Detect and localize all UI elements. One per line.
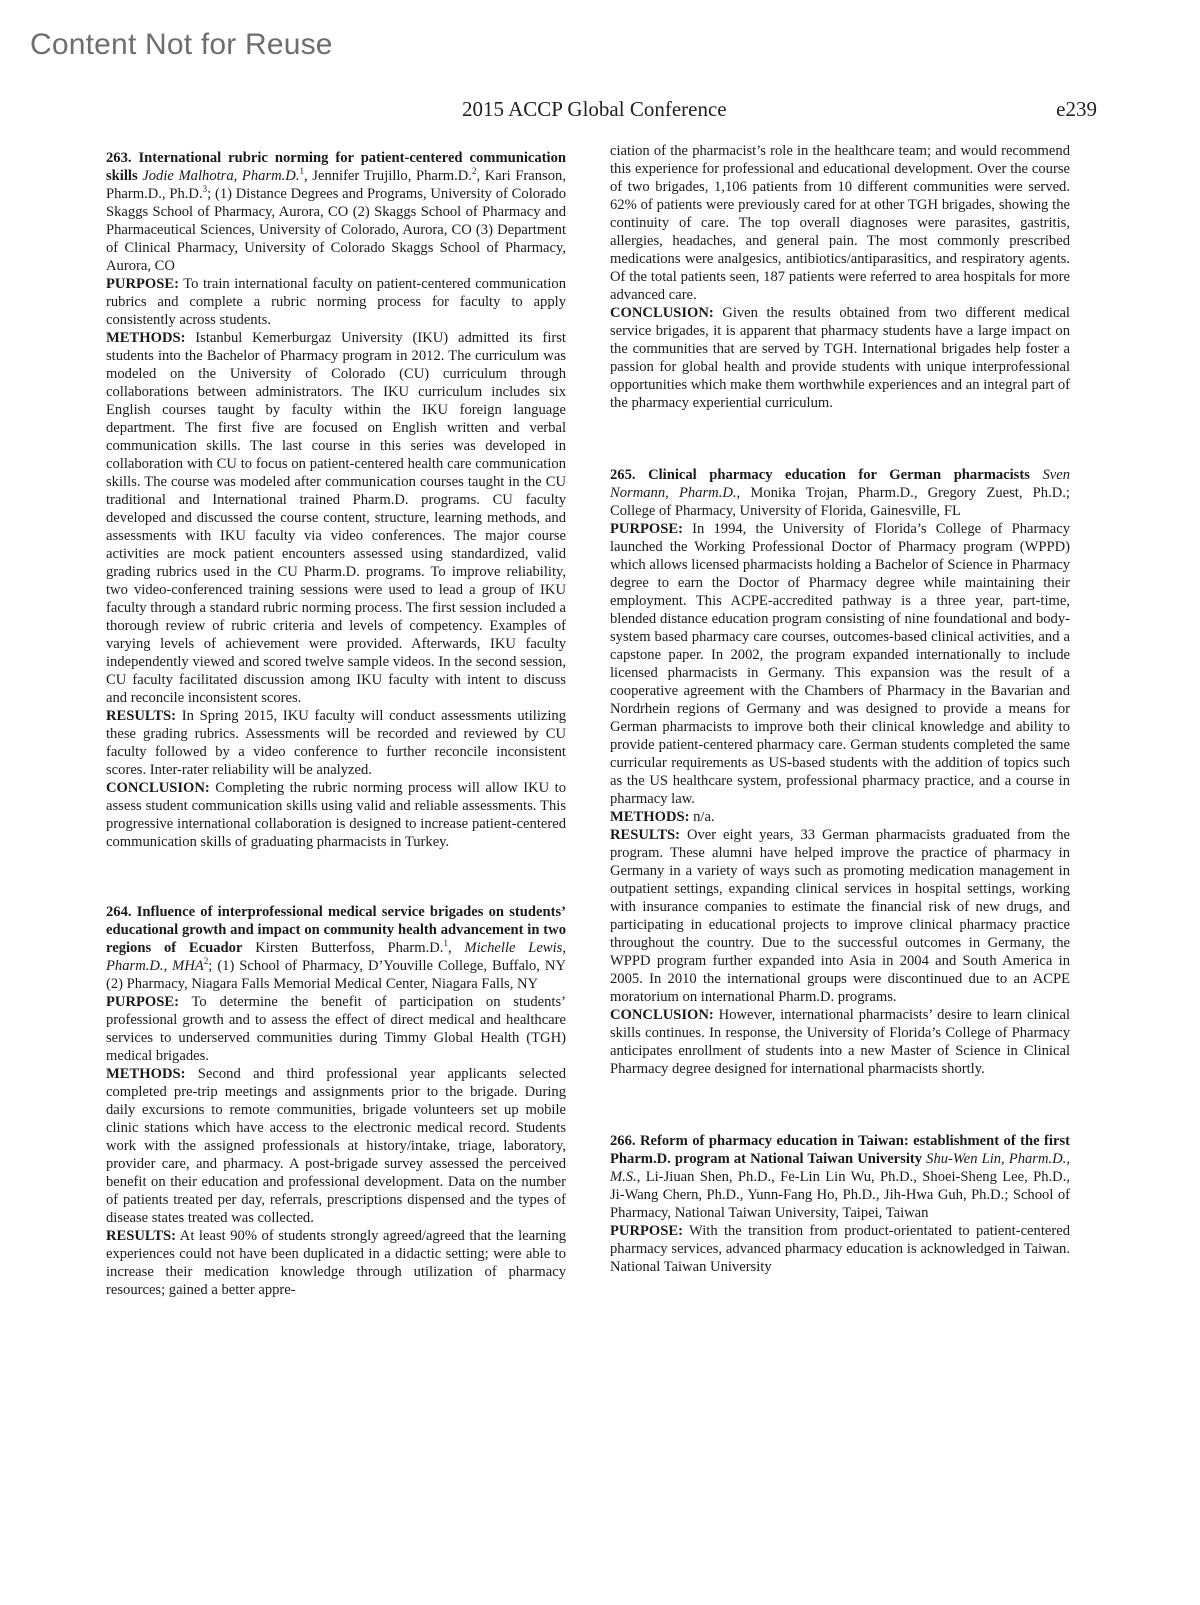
methods-label: METHODS:	[106, 1066, 186, 1082]
abstract-264	[106, 903, 566, 1299]
affiliation-marker: 2	[471, 166, 477, 177]
abstract-266	[610, 1132, 1070, 1276]
conclusion-label: CONCLUSION:	[106, 780, 210, 796]
methods-paragraph	[106, 1065, 566, 1227]
results-text: At least 90% of students strongly agreed/agreed that the learning experiences could not have been duplicated in a didactic setting; were able to increase their medication knowledge through utilization of pharmacy resources; gained a better appre-	[106, 1228, 566, 1298]
author-separator: ,	[447, 940, 465, 956]
affiliation-marker: 2	[203, 956, 209, 967]
results-label: RESULTS:	[610, 827, 681, 843]
abstract-spacer	[610, 412, 1070, 466]
watermark: Content Not for Reuse	[30, 28, 333, 61]
methods-paragraph	[106, 329, 566, 707]
affiliations: ; (1) School of Pharmacy, D’Youville College, Buffalo, NY (2) Pharmacy, Niagara Falls Memorial Medical Center, Niagara Falls, NY	[106, 958, 566, 992]
methods-label: METHODS:	[610, 809, 690, 825]
abstract-heading	[106, 149, 566, 275]
abstract-264-continued	[610, 142, 1070, 412]
abstract-heading	[106, 903, 566, 993]
purpose-paragraph	[610, 1222, 1070, 1276]
methods-text: Second and third professional year applicants selected completed pre-trip meetings and assignments prior to the brigade. During daily excursions to remote communities, brigade volunteers set up mobile clinic stations which have access to the electronic medical record. Students work with the assigned professionals at history/intake, triage, laboratory, provider care, and pharmacy. A post-brigade survey assessed the perceived benefit on their education and professional development. Data on the number of patients treated per day, referrals, prescriptions dispensed and the types of disease states treated was collected.	[106, 1066, 566, 1226]
methods-paragraph	[610, 808, 1070, 826]
coauthors-affiliations: , Monika Trojan, Pharm.D., Gregory Zuest, Ph.D.; College of Pharmacy, University of Florida, Gainesville, FL	[610, 485, 1070, 519]
conclusion-paragraph	[610, 1006, 1070, 1078]
presenting-author: Jodie Malhotra, Pharm.D.	[142, 168, 300, 184]
page-number: e239	[1056, 97, 1097, 121]
coauthors: , Kari Franson, Pharm.D., Ph.D.	[106, 168, 566, 202]
purpose-paragraph	[106, 993, 566, 1065]
affiliation-marker: 1	[299, 166, 304, 177]
right-column	[610, 142, 1070, 1276]
conclusion-label: CONCLUSION:	[610, 1007, 714, 1023]
results-label: RESULTS:	[106, 708, 177, 724]
coauthors: Kirsten Butterfoss, Pharm.D.	[242, 940, 444, 956]
results-paragraph	[106, 707, 566, 779]
purpose-label: PURPOSE:	[106, 994, 179, 1010]
results-text: Over eight years, 33 German pharmacists graduated from the program. These alumni have helped improve the practice of pharmacy in Germany in a variety of ways such as promoting medication management in outpatient settings, expanding clinical services in hospital settings, working with insurance companies to estimate the financial risk of new drugs, and participating in educational projects to improve clinical pharmacy practice throughout the country. Due to the successful outcomes in Germany, the WPPD program further expanded into Asia in 2004 and South America in 2005. In 2010 the international groups were discontinued due to an ACPE moratorium on international Pharm.D. programs.	[610, 827, 1070, 1005]
presenting-author: Sven Normann, Pharm.D.	[610, 467, 1070, 501]
abstract-title: 266. Reform of pharmacy education in Taiwan: establishment of the first Pharm.D. program at National Taiwan University	[610, 1133, 1070, 1167]
purpose-paragraph	[106, 275, 566, 329]
purpose-label: PURPOSE:	[610, 521, 683, 537]
results-paragraph	[610, 826, 1070, 1006]
conclusion-text: However, international pharmacists’ desire to learn clinical skills continues. In response, the University of Florida’s College of Pharmacy anticipates enrollment of students into a new Master of Science in Clinical Pharmacy degree designed for international pharmacists shortly.	[610, 1007, 1070, 1077]
purpose-text: To determine the benefit of participation on students’ professional growth and to assess the effect of direct medical and healthcare services to underserved communities during Timmy Global Health (TGH) medical brigades.	[106, 994, 566, 1064]
purpose-text: With the transition from product-orientated to patient-centered pharmacy services, advanced pharmacy education is acknowledged in Taiwan. National Taiwan University	[610, 1223, 1070, 1275]
coauthors: , Jennifer Trujillo, Pharm.D.	[304, 168, 472, 184]
affiliation-marker: 1	[443, 938, 448, 949]
results-label: RESULTS:	[106, 1228, 177, 1244]
abstract-263	[106, 149, 566, 851]
affiliations: ; (1) Distance Degrees and Programs, University of Colorado Skaggs School of Pharmacy, Aurora, CO (2) Skaggs School of Pharmacy and Pharmaceutical Sciences, University of Colorado, Aurora, CO (3) Department of Clinical Pharmacy, University of Colorado Skaggs School of Pharmacy, Aurora, CO	[106, 186, 566, 274]
purpose-text: To train international faculty on patient-centered communication rubrics and complete a rubric norming process for faculty to apply consistently across students.	[106, 276, 566, 328]
purpose-label: PURPOSE:	[106, 276, 179, 292]
results-continued: ciation of the pharmacist’s role in the healthcare team; and would recommend this experience for professional and educational development. Over the course of two brigades, 1,106 patients from 10 different communities were served. 62% of patients were previously cared for at other TGH brigades, showing the continuity of care. The top overall diagnoses were parasites, gastritis, allergies, headaches, and general pain. The most commonly prescribed medications were analgesics, antibiotics/antiparasitics, and respiratory agents. Of the total patients seen, 187 patients were referred to area hospitals for more advanced care.	[610, 143, 1070, 303]
abstract-title: 264. Influence of interprofessional medical service brigades on students’ educational growth and impact on community health advancement in two regions of Ecuador	[106, 904, 566, 956]
abstract-heading	[610, 1132, 1070, 1222]
abstract-title: 265. Clinical pharmacy education for German pharmacists	[610, 467, 1030, 483]
presenting-author: Shu-Wen Lin, Pharm.D., M.S.	[610, 1151, 1070, 1185]
presenting-author: Michelle Lewis, Pharm.D., MHA	[106, 940, 566, 974]
conclusion-paragraph	[610, 304, 1070, 412]
purpose-paragraph	[610, 520, 1070, 808]
methods-text: Istanbul Kemerburgaz University (IKU) admitted its first students into the Bachelor of Pharmacy program in 2012. The curriculum was modeled on the University of Colorado (CU) curriculum through collaborations between administrators. The IKU curriculum includes six English courses taught by faculty within the IKU foreign language department. The first five are focused on English written and verbal communication skills. The last course in this series was developed in collaboration with CU to focus on patient-centered health care communication skills. The course was modeled after communication courses taught in the CU traditional and International trained Pharm.D. programs. CU faculty developed and discussed the course content, structure, learning methods, and assessments with IKU faculty via video conferences. The major course activities are mock patient encounters assessed using standardized, valid grading rubrics used in the CU Pharm.D. programs. To improve reliability, two video-conferenced training sessions were used to lead a group of IKU faculty through a standard rubric norming process. The first session included a thorough review of rubric criteria and levels of competency. Examples of varying levels of achievement were provided. Afterwards, IKU faculty independently viewed and scored twelve sample videos. In the second session, CU faculty facilitated discussion among IKU faculty with intent to discuss and reconcile inconsistent scores.	[106, 330, 566, 706]
abstract-title: 263. International rubric norming for patient-centered communication skills	[106, 150, 566, 184]
left-column	[106, 149, 566, 1299]
conclusion-paragraph	[106, 779, 566, 851]
affiliation-marker: 3	[202, 184, 208, 195]
results-text: In Spring 2015, IKU faculty will conduct assessments utilizing these grading rubrics. Assessments will be recorded and reviewed by CU faculty followed by a video conference to further reconcile inconsistent scores. Inter-rater reliability will be analyzed.	[106, 708, 566, 778]
conclusion-text: Given the results obtained from two different medical service brigades, it is apparent that pharmacy students have a large impact on the communities that are served by TGH. International brigades help foster a passion for global health and provide students with unique interprofessional opportunities which make them worthwhile experiences and an integral part of the pharmacy experiential curriculum.	[610, 305, 1070, 411]
running-title: 2015 ACCP Global Conference	[462, 97, 727, 121]
conclusion-text: Completing the rubric norming process will allow IKU to assess student communication skills using valid and reliable assessments. This progressive international collaboration is designed to increase patient-centered communication skills of graduating pharmacists in Turkey.	[106, 780, 566, 850]
methods-label: METHODS:	[106, 330, 186, 346]
purpose-text: In 1994, the University of Florida’s College of Pharmacy launched the Working Professional Doctor of Pharmacy program (WPPD) which allows licensed pharmacists holding a Bachelor of Science in Pharmacy degree to earn the Doctor of Pharmacy degree while maintaining their employment. This ACPE-accredited pathway is a three year, part-time, blended distance education program consisting of nine foundational and body-system based pharmacy care courses, outcomes-based clinical activities, and a capstone paper. In 2002, the program expanded internationally to include licensed pharmacists in Germany. This expansion was the result of a cooperative agreement with the Chambers of Pharmacy in the Bavarian and Nordrhein regions of Germany and was designed to provide a means for German pharmacists to improve both their clinical knowledge and ability to provide patient-centered pharmacy care. German students completed the same curricular requirements as US-based students with the addition of topics such as the US healthcare system, professional pharmacy practice, and a course in pharmacy law.	[610, 521, 1070, 807]
conclusion-label: CONCLUSION:	[610, 305, 714, 321]
abstract-spacer	[106, 851, 566, 903]
purpose-label: PURPOSE:	[610, 1223, 683, 1239]
abstract-heading	[610, 466, 1070, 520]
abstract-spacer	[610, 1078, 1070, 1132]
coauthors-affiliations: , Li-Jiuan Shen, Ph.D., Fe-Lin Lin Wu, Ph.D., Shoei-Sheng Lee, Ph.D., Ji-Wang Chern, Ph.D., Yunn-Fang Ho, Ph.D., Jih-Hwa Guh, Ph.D.; School of Pharmacy, National Taiwan University, Taipei, Taiwan	[610, 1169, 1070, 1221]
methods-text: n/a.	[689, 809, 715, 825]
abstract-265	[610, 466, 1070, 1078]
results-paragraph	[106, 1227, 566, 1299]
